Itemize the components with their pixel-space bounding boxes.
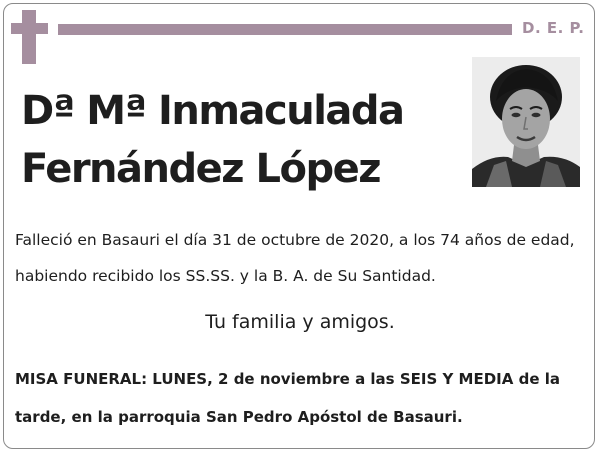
funeral-mass-notice: MISA FUNERAL: LUNES, 2 de noviembre a las SEIS Y MEDIA de la tarde, en la parroquia San Pedro Apóstol de Basauri. — [15, 370, 560, 426]
portrait-photo — [472, 57, 580, 187]
cross-icon — [22, 10, 36, 64]
portrait-image — [472, 57, 580, 187]
deceased-name — [21, 82, 404, 198]
deceased-name-line2: Fernández López — [21, 146, 380, 192]
deceased-name-line1: Dª Mª Inmaculada — [21, 88, 404, 134]
header-rule — [58, 24, 512, 35]
cross-icon-bar — [11, 23, 48, 34]
dep-label: D. E. P. — [522, 19, 585, 37]
death-notice-text: Falleció en Basauri el día 31 de octubre de 2020, a los 74 años de edad, habiendo recibido los SS.SS. y la B. A. de Su Santidad. — [15, 231, 575, 285]
family-signature: Tu familia y amigos. — [205, 311, 395, 333]
